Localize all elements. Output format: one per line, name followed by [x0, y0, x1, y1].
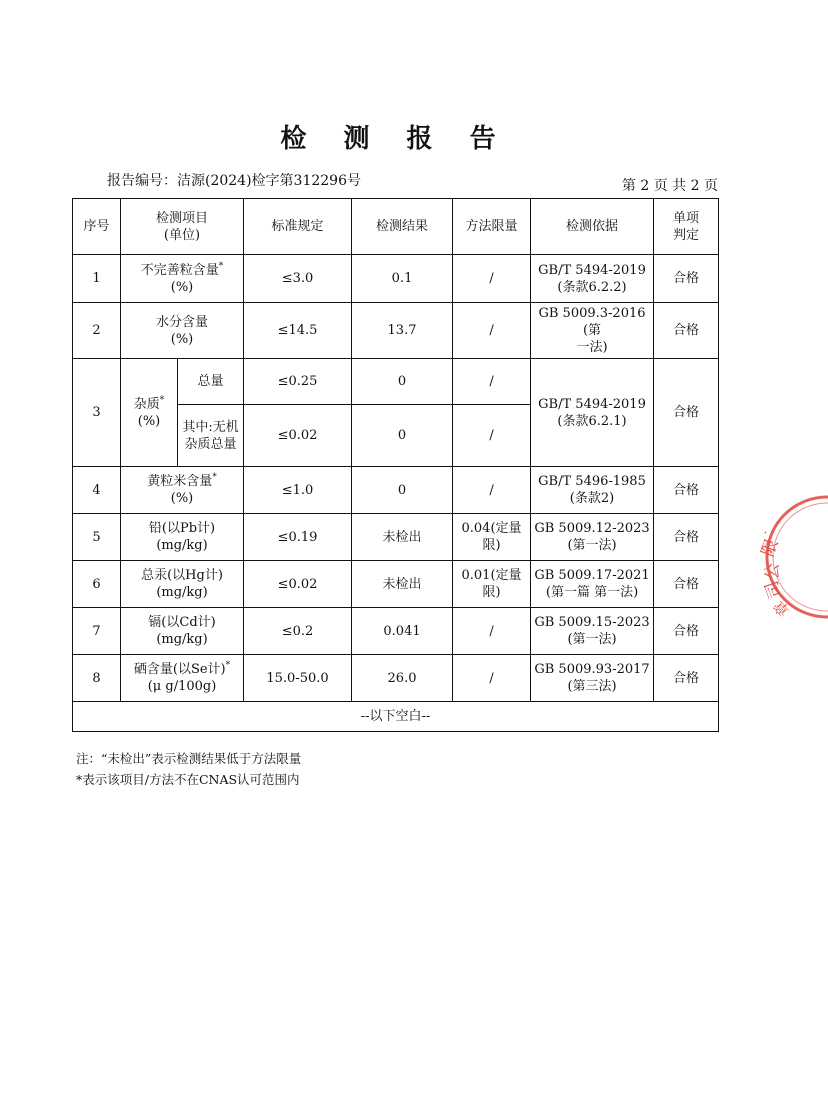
row-standard: ≤0.02 — [244, 405, 352, 467]
row-standard: ≤1.0 — [244, 467, 352, 514]
row-result: 0.041 — [352, 608, 453, 655]
table-row — [73, 561, 719, 608]
row-limit: 0.01(定量 限) — [453, 561, 531, 608]
row-basis: GB 5009.3-2016 (第 一法) — [531, 303, 654, 359]
row-seq: 3 — [73, 359, 121, 467]
report-title: 检 测 报 告 — [280, 124, 510, 154]
row-limit: 0.04(定量 限) — [453, 514, 531, 561]
row-basis: GB 5009.17-2021 (第一篇 第一法) — [531, 561, 654, 608]
row-limit: / — [453, 405, 531, 467]
row-result: 0.1 — [352, 255, 453, 303]
row-basis: GB/T 5494-2019 (条款6.2.2) — [531, 255, 654, 303]
company-seal-stamp — [752, 492, 828, 622]
end-marker: --以下空白-- — [73, 702, 719, 732]
row-result: 13.7 — [352, 303, 453, 359]
table-row — [73, 514, 719, 561]
row-basis: GB 5009.93-2017 (第三法) — [531, 655, 654, 702]
row-standard: ≤0.2 — [244, 608, 352, 655]
header-limit: 方法限量 — [453, 199, 531, 255]
row-seq: 1 — [73, 255, 121, 303]
table-row — [73, 655, 719, 702]
row-limit: / — [453, 303, 531, 359]
row-standard: ≤0.02 — [244, 561, 352, 608]
row-judge: 合格 — [654, 608, 719, 655]
header-item: 检测项目 (单位) — [121, 199, 244, 255]
end-row — [73, 702, 719, 732]
row-item: 硒含量(以Se计)* (μ g/100g) — [121, 655, 244, 702]
row-limit: / — [453, 255, 531, 303]
row-result: 0 — [352, 359, 453, 405]
header-standard: 标准规定 — [244, 199, 352, 255]
row-item: 杂质* (%) — [121, 359, 178, 467]
row-seq: 7 — [73, 608, 121, 655]
table-row — [73, 608, 719, 655]
row-subitem: 其中:无机杂质总量 — [178, 405, 244, 467]
table-row — [73, 255, 719, 303]
row-item: 铅(以Pb计) (mg/kg) — [121, 514, 244, 561]
row-standard: ≤14.5 — [244, 303, 352, 359]
row-limit: / — [453, 359, 531, 405]
row-result: 未检出 — [352, 514, 453, 561]
svg-text:.: . — [758, 522, 769, 537]
row-seq: 6 — [73, 561, 121, 608]
footnotes — [76, 748, 301, 790]
report-number: 报告编号：洁源(2024)检字第312296号 — [107, 173, 361, 189]
row-standard: 15.0-50.0 — [244, 655, 352, 702]
row-result: 26.0 — [352, 655, 453, 702]
table-row — [73, 467, 719, 514]
row-judge: 合格 — [654, 303, 719, 359]
header-basis: 检测依据 — [531, 199, 654, 255]
row-result: 0 — [352, 467, 453, 514]
table-row — [73, 359, 719, 405]
row-item: 黄粒米含量* (%) — [121, 467, 244, 514]
header-seq: 序号 — [73, 199, 121, 255]
row-subitem: 总量 — [178, 359, 244, 405]
row-item: 总汞(以Hg计) (mg/kg) — [121, 561, 244, 608]
row-item: 水分含量 (%) — [121, 303, 244, 359]
row-judge: 合格 — [654, 467, 719, 514]
header-judge: 单项 判定 — [654, 199, 719, 255]
row-judge: 合格 — [654, 561, 719, 608]
row-limit: / — [453, 655, 531, 702]
row-standard: ≤3.0 — [244, 255, 352, 303]
row-seq: 8 — [73, 655, 121, 702]
row-standard: ≤0.25 — [244, 359, 352, 405]
row-basis: GB/T 5494-2019 (条款6.2.1) — [531, 359, 654, 467]
svg-text:司: 司 — [761, 577, 787, 601]
row-judge: 合格 — [654, 655, 719, 702]
row-basis: GB 5009.12-2023 (第一法) — [531, 514, 654, 561]
header-result: 检测结果 — [352, 199, 453, 255]
row-standard: ≤0.19 — [244, 514, 352, 561]
row-judge: 合格 — [654, 359, 719, 467]
svg-text:限: 限 — [757, 536, 783, 560]
footnote-not-detected: 注：“未检出”表示检测结果低于方法限量 — [76, 751, 302, 766]
row-item: 不完善粒含量* (%) — [121, 255, 244, 303]
footnote-cnas: *表示该项目/方法不在CNAS认可范围内 — [76, 772, 300, 787]
row-basis: GB/T 5496-1985 (条款2) — [531, 467, 654, 514]
row-limit: / — [453, 467, 531, 514]
row-judge: 合格 — [654, 514, 719, 561]
svg-text:公: 公 — [763, 563, 783, 580]
svg-text:章: 章 — [770, 596, 794, 620]
row-seq: 4 — [73, 467, 121, 514]
row-item: 镉(以Cd计) (mg/kg) — [121, 608, 244, 655]
row-basis: GB 5009.15-2023 (第一法) — [531, 608, 654, 655]
row-result: 0 — [352, 405, 453, 467]
row-judge: 合格 — [654, 255, 719, 303]
row-result: 未检出 — [352, 561, 453, 608]
row-limit: / — [453, 608, 531, 655]
row-seq: 5 — [73, 514, 121, 561]
page-indicator: 第 2 页 共 2 页 — [621, 178, 718, 194]
header-row — [73, 199, 719, 255]
row-seq: 2 — [73, 303, 121, 359]
results-table — [72, 198, 719, 732]
table-row — [73, 303, 719, 359]
